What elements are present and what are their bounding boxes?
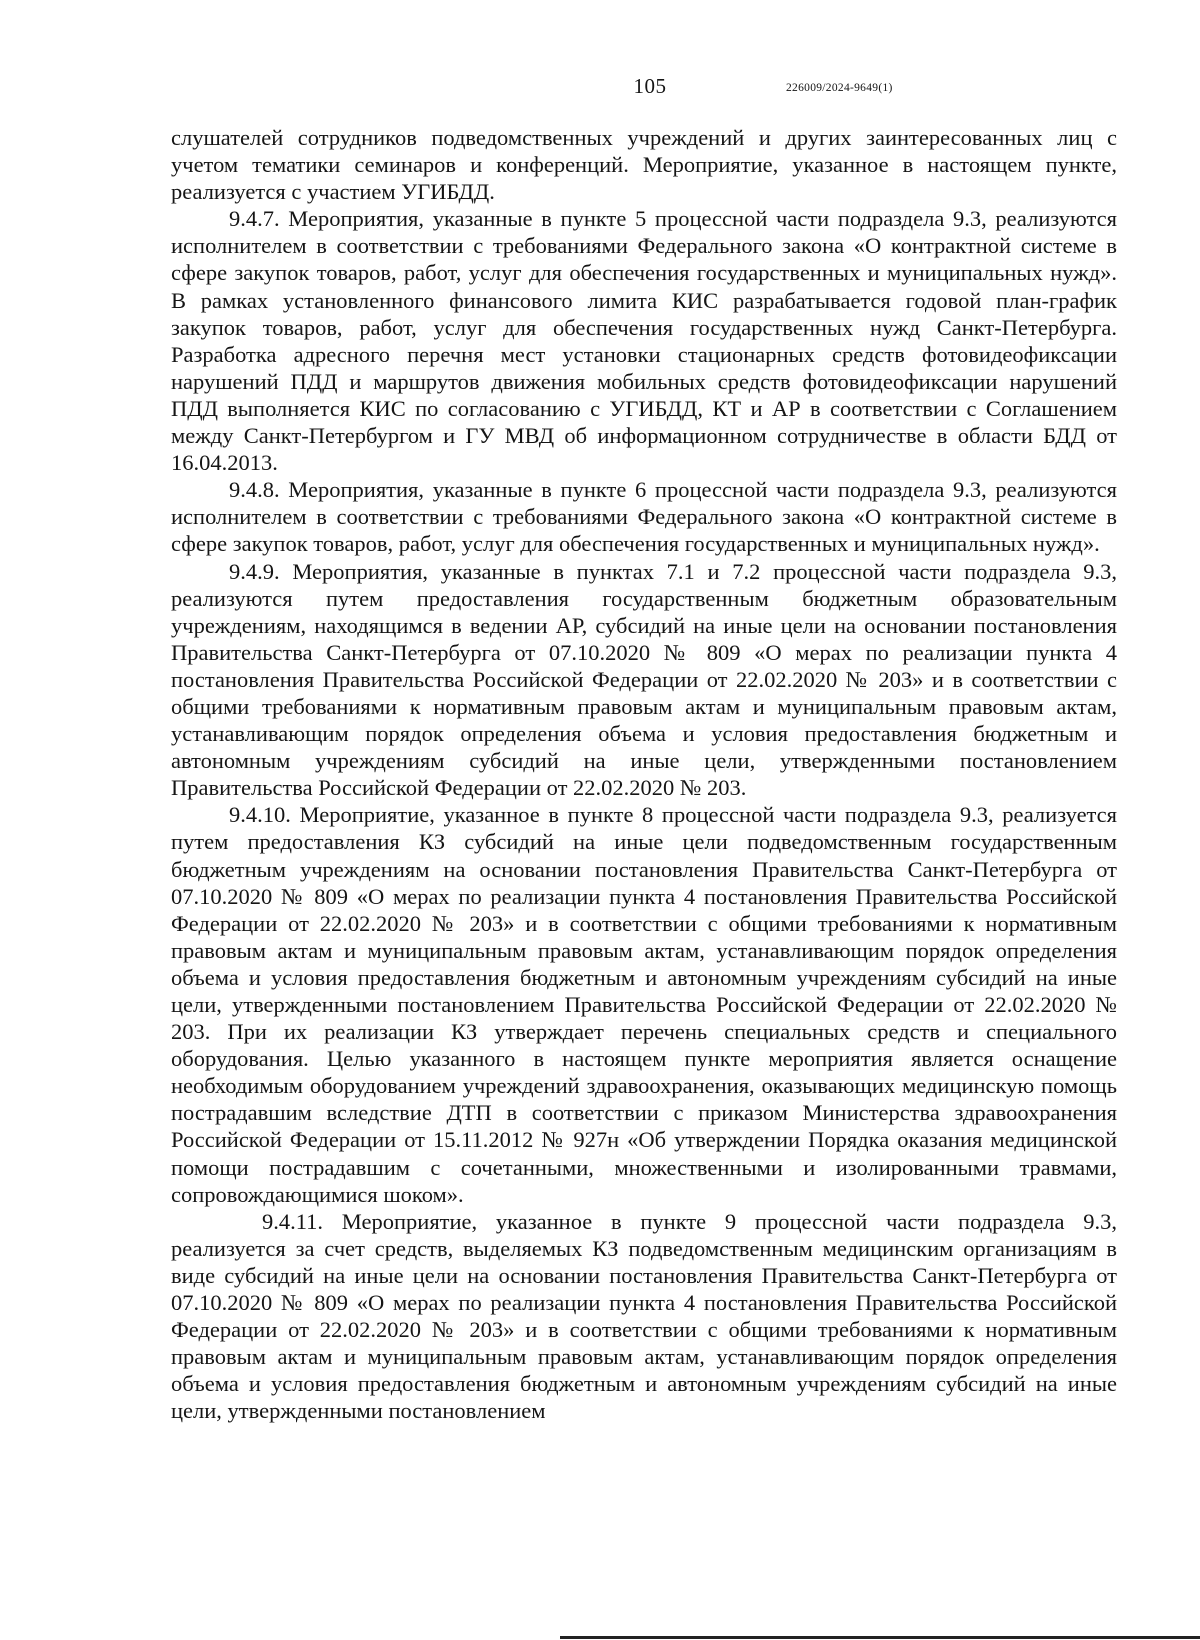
- paragraph-9-4-9: 9.4.9. Мероприятия, указанные в пунктах 7.1 и 7.2 процессной части подраздела 9.3, реализуются путем предоставления государственным бюджетным образовательным учреждениям, находящимся в ведении АР, субсидий на иные цели на основании постановления Правительства Санкт-Петербурга от 07.10.2020 № 809 «О мерах по реализации пункта 4 постановления Правительства Российской Федерации от 22.02.2020 № 203» и в соответствии с общими требованиями к нормативным правовым актам и муниципальным правовым актам, устанавливающим порядок определения объема и условия предоставления бюджетным и автономным учреждениям субсидий на иные цели, утвержденными постановлением Правительства Российской Федерации от 22.02.2020 № 203.: [171, 558, 1117, 801]
- paragraph-9-4-7: 9.4.7. Мероприятия, указанные в пункте 5 процессной части подраздела 9.3, реализуются исполнителем в соответствии с требованиями Федерального закона «О контрактной системе в сфере закупок товаров, работ, услуг для обеспечения государственных и муниципальных нужд». В рамках установленного финансового лимита КИС разрабатывается годовой план-график закупок товаров, работ, услуг для обеспечения государственных нужд Санкт-Петербурга. Разработка адресного перечня мест установки стационарных средств фотовидеофиксации нарушений ПДД и маршрутов движения мобильных средств фотовидеофиксации нарушений ПДД выполняется КИС по согласованию с УГИБДД, КТ и АР в соответствии с Соглашением между Санкт-Петербургом и ГУ МВД об информационном сотрудничестве в области БДД от 16.04.2013.: [171, 206, 1117, 476]
- scan-edge-line: [560, 1636, 1200, 1639]
- page-number: 105: [633, 74, 667, 98]
- paragraph-continuation: слушателей сотрудников подведомственных учреждений и других заинтересованных лиц с учетом тематики семинаров и конференций. Мероприятие, указанное в настоящем пункте, реализуется с участием УГИБДД.: [171, 125, 1117, 205]
- paragraph-9-4-11: 9.4.11. Мероприятие, указанное в пункте 9 процессной части подраздела 9.3, реализуется за счет средств, выделяемых КЗ подведомственным медицинским организациям в виде субсидий на иные цели на основании постановления Правительства Санкт-Петербурга от 07.10.2020 № 809 «О мерах по реализации пункта 4 постановления Правительства Российской Федерации от 22.02.2020 № 203» и в соответствии с общими требованиями к нормативным правовым актам и муниципальным правовым актам, устанавливающим порядок определения объема и условия предоставления бюджетным и автономным учреждениям субсидий на иные цели, утвержденными постановлением: [171, 1208, 1117, 1424]
- paragraph-9-4-8: 9.4.8. Мероприятия, указанные в пункте 6 процессной части подраздела 9.3, реализуются исполнителем в соответствии с требованиями Федерального закона «О контрактной системе в сфере закупок товаров, работ, услуг для обеспечения государственных и муниципальных нужд».: [171, 477, 1117, 557]
- document-body: [171, 124, 1117, 1425]
- document-id: 226009/2024-9649(1): [786, 82, 893, 94]
- paragraph-9-4-10: 9.4.10. Мероприятие, указанное в пункте 8 процессной части подраздела 9.3, реализуется путем предоставления КЗ субсидий на иные цели подведомственным государственным бюджетным учреждениям на основании постановления Правительства Санкт-Петербурга от 07.10.2020 № 809 «О мерах по реализации пункта 4 постановления Правительства Российской Федерации от 22.02.2020 № 203» и в соответствии с общими требованиями к нормативным правовым актам и муниципальным правовым актам, устанавливающим порядок определения объема и условия предоставления бюджетным и автономным учреждениям субсидий на иные цели, утвержденными постановлением Правительства Российской Федерации от 22.02.2020 № 203. При их реализации КЗ утверждает перечень специальных средств и специального оборудования. Целью указанного в настоящем пункте мероприятия является оснащение необходимым оборудованием учреждений здравоохранения, оказывающих медицинскую помощь пострадавшим вследствие ДТП в соответствии с приказом Министерства здравоохранения Российской Федерации от 15.11.2012 № 927н «Об утверждении Порядка оказания медицинской помощи пострадавшим с сочетанными, множественными и изолированными травмами, сопровождающимися шоком».: [171, 802, 1117, 1207]
